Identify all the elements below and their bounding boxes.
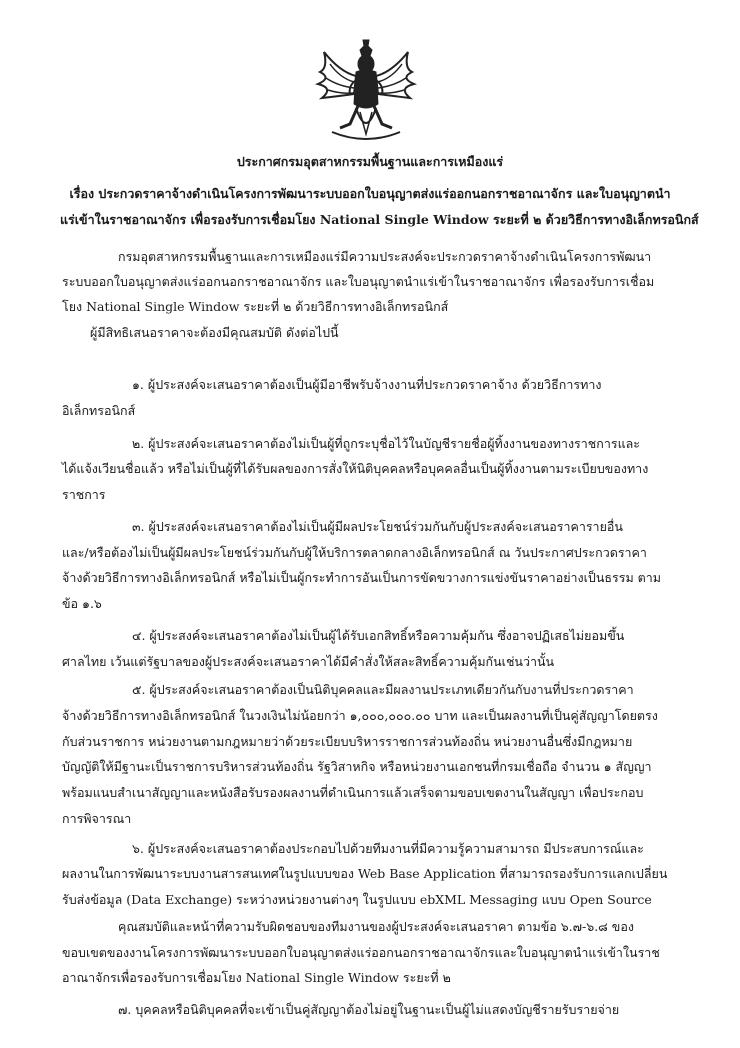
subject-line: แร่เข้าในราชอาณาจักร เพื่อรองรับการเชื่อมโยง National Single Window ระยะที่ ๒ ด้วยวิธีการทางอิเล็กทรอนิกส์: [60, 212, 699, 227]
clause-text: ขอบเขตของงานโครงการพัฒนาระบบออกใบอนุญาตส่งแร่ออกนอกราชอาณาจักรและใบอนุญาตนำแร่เข้าในราช: [62, 945, 660, 960]
intro-text: กรมอุตสาหกรรมพื้นฐานและการเหมืองแร่มีความประสงค์จะประกวดราคาจ้างดำเนินโครงการพัฒนา: [118, 249, 652, 264]
clause-text: จ้างด้วยวิธีการทางอิเล็กทรอนิกส์ หรือไม่เป็นผู้กระทำการอันเป็นการขัดขวางการแข่งขันราคาอย่างเป็นธรรม ตาม: [62, 570, 662, 585]
clause-text: ราชการ: [62, 487, 106, 502]
qualification-heading: ผู้มีสิทธิเสนอราคาจะต้องมีคุณสมบัติ ดังต่อไปนี้: [90, 325, 339, 340]
clause-text: จ้างด้วยวิธีการทางอิเล็กทรอนิกส์ ในวงเงินไม่น้อยกว่า ๑,๐๐๐,๐๐๐.๐๐ บาท และเป็นผลงานที่เป็นคู่สัญญาโดยตรง: [62, 708, 658, 723]
clause-text: ๗. บุคคลหรือนิติบุคคลที่จะเข้าเป็นคู่สัญญาต้องไม่อยู่ในฐานะเป็นผู้ไม่แสดงบัญชีรายรับรายจ่าย: [118, 1002, 620, 1017]
clause-text: กับส่วนราชการ หน่วยงานตามกฎหมายว่าด้วยระเบียบบริหารราชการส่วนท้องถิ่น หน่วยงานอื่นซึ่งมีกฎหมาย: [62, 734, 633, 749]
intro-text: ระบบออกใบอนุญาตส่งแร่ออกนอกราชอาณาจักร และใบอนุญาตนำแร่เข้าในราชอาณาจักร เพื่อรองรับการเชื่อม: [62, 274, 655, 289]
clause-text: ศาลไทย เว้นแต่รัฐบาลของผู้ประสงค์จะเสนอราคาได้มีคำสั่งให้สละสิทธิ์ความคุ้มกันเช่นว่านั้น: [62, 654, 555, 669]
clause-text: ผลงานในการพัฒนาระบบงานสารสนเทศในรูปแบบของ Web Base Application ที่สามารถรองรับการแลกเปลี่ยน: [62, 866, 668, 881]
clause-text: ๓. ผู้ประสงค์จะเสนอราคาต้องไม่เป็นผู้มีผลประโยชน์ร่วมกันกับผู้ประสงค์จะเสนอราคารายอื่น: [132, 519, 623, 534]
intro-text: โยง National Single Window ระยะที่ ๒ ด้วยวิธีการทางอิเล็กทรอนิกส์: [62, 299, 449, 314]
clause-text: ๑. ผู้ประสงค์จะเสนอราคาต้องเป็นผู้มีอาชีพรับจ้างงานที่ประกวดราคาจ้าง ด้วยวิธีการทาง: [132, 377, 602, 392]
clause-text: การพิจารณา: [62, 811, 132, 826]
clause-text: ๔. ผู้ประสงค์จะเสนอราคาต้องไม่เป็นผู้ได้รับเอกสิทธิ์หรือความคุ้มกัน ซึ่งอาจปฏิเสธไม่ยอมขึ้น: [132, 628, 625, 643]
clause-text: อาณาจักรเพื่อรองรับการเชื่อมโยง National Single Window ระยะที่ ๒: [62, 970, 451, 985]
garuda-emblem-icon: [310, 38, 422, 146]
clause-text: พร้อมแนบสำเนาสัญญาและหนังสือรับรองผลงานที่ดำเนินการแล้วเสร็จตามขอบเขตงานในสัญญา เพื่อประกอบ: [62, 785, 644, 800]
clause-text: ๒. ผู้ประสงค์จะเสนอราคาต้องไม่เป็นผู้ที่ถูกระบุชื่อไว้ในบัญชีรายชื่อผู้ทิ้งงานของทางราชการและ: [132, 436, 641, 451]
clause-text: ได้แจ้งเวียนชื่อแล้ว หรือไม่เป็นผู้ที่ได้รับผลของการสั่งให้นิติบุคคลหรือบุคคลอื่นเป็นผู้ทิ้งงานตามระเบียบของทาง: [62, 461, 649, 476]
clause-text: รับส่งข้อมูล (Data Exchange) ระหว่างหน่วยงานต่างๆ ในรูปแบบ ebXML Messaging แบบ Open Source: [62, 892, 652, 907]
clause-text: คุณสมบัติและหน้าที่ความรับผิดชอบของทีมงานของผู้ประสงค์จะเสนอราคา ตามข้อ ๖.๗-๖.๘ ของ: [118, 919, 634, 934]
clause-text: บัญญัติให้มีฐานะเป็นราชการบริหารส่วนท้องถิ่น รัฐวิสาหกิจ หรือหน่วยงานเอกชนที่กรมเชื่อถือ จำนวน ๑ สัญญา: [62, 759, 652, 774]
clause-text: ๕. ผู้ประสงค์จะเสนอราคาต้องเป็นนิติบุคคลและมีผลงานประเภทเดียวกันกับงานที่ประกวดราคา: [132, 682, 634, 697]
clause-text: ๖. ผู้ประสงค์จะเสนอราคาต้องประกอบไปด้วยทีมงานที่มีความรู้ความสามารถ มีประสบการณ์และ: [132, 841, 644, 856]
clause-text: ข้อ ๑.๖: [62, 596, 102, 611]
clause-text: อิเล็กทรอนิกส์: [62, 403, 136, 418]
subject-line: เรื่อง ประกวดราคาจ้างดำเนินโครงการพัฒนาระบบออกใบอนุญาตส่งแร่ออกนอกราชอาณาจักร และใบอนุญาตนำ: [69, 186, 671, 201]
announcement-title: ประกาศกรมอุตสาหกรรมพื้นฐานและการเหมืองแร่: [236, 154, 504, 169]
clause-text: และ/หรือต้องไม่เป็นผู้มีผลประโยชน์ร่วมกันกับผู้ให้บริการตลาดกลางอิเล็กทรอนิกส์ ณ วันประกาศประกวดราคา: [62, 545, 647, 560]
